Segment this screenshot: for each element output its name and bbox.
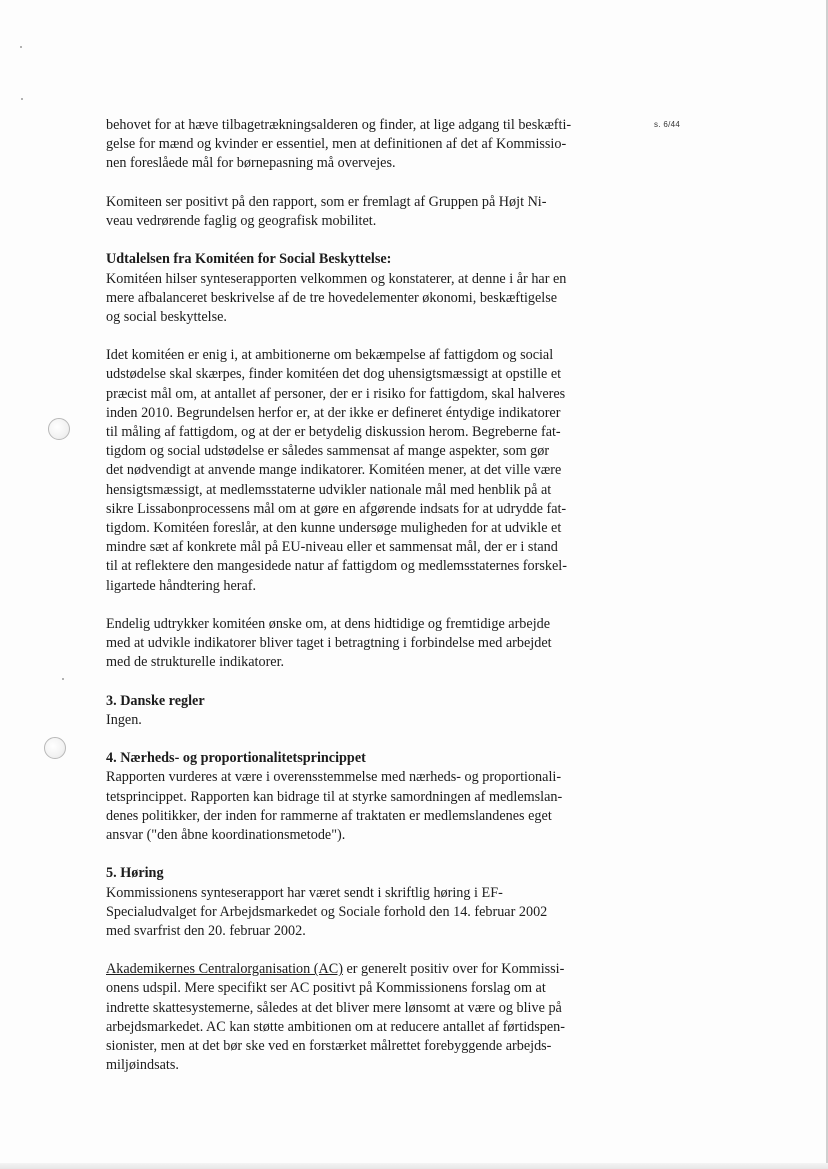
paragraph [106, 346, 644, 595]
text-line: til at reflektere den mangesidede natur af fattigdom og medlemsstaternes forskel- [106, 558, 567, 575]
text-line: præcist mål om, at antallet af personer, der er i risiko for fattigdom, skal halveres [106, 385, 566, 402]
text-line: behovet for at hæve tilbagetrækningsalderen og finder, at lige adgang til beskæfti- [106, 117, 572, 133]
text-line: tigdom. Komitéen foreslår, at den kunne undersøge muligheden for at udvikle et [106, 519, 562, 536]
text-line: veau vedrørende faglig og geografisk mobilitet. [106, 212, 377, 229]
text-line: Ingen. [106, 711, 142, 728]
text-line: gelse for mænd og kvinder er essentiel, men at definitionen af det af Kommissio- [106, 136, 567, 153]
page-number: s. 6/44 [654, 120, 681, 129]
text-line: hensigtsmæssigt, at medlemsstaterne udvikler nationale mål med henblik på at [106, 481, 552, 498]
text-line: ansvar ("den åbne koordinationsmetode"). [106, 826, 346, 843]
text-line: nen foreslåede mål for børnepasning må overvejes. [106, 155, 396, 172]
text-line: det nødvendigt at anvende mange indikatorer. Komitéen mener, at det ville være [106, 462, 562, 479]
text-line: arbejdsmarkedet. AC kan støtte ambitionen om at reducere antallet af førtidspen- [106, 1018, 565, 1035]
text-line: indrette skattesystemerne, således at det bliver mere lønsomt at være og blive på [106, 999, 562, 1016]
text-line: Endelig udtrykker komitéen ønske om, at dens hidtidige og fremtidige arbejde [106, 615, 551, 632]
text-line: onens udspil. Mere specifikt ser AC positivt på Kommissionens forslag om at [106, 980, 546, 997]
text-line: tetsprincippet. Rapporten kan bidrage til at styrke samordningen af medlemslan- [106, 788, 563, 805]
text-line: med at udvikle indikatorer bliver taget i betragtning i forbindelse med arbejdet [106, 635, 552, 652]
text-line: miljøindsats. [106, 1057, 179, 1074]
scan-speck [21, 98, 23, 100]
text-line [106, 960, 644, 979]
section-heading: 4. Nærheds- og proportionalitetsprincippet [106, 750, 366, 767]
text-line: inden 2010. Begrundelsen herfor er, at der ikke er defineret éntydige indikatorer [106, 404, 561, 421]
text-line: Idet komitéen er enig i, at ambitionerne om bekæmpelse af fattigdom og social [106, 347, 554, 364]
text-line: Kommissionens synteserapport har været sendt i skriftlig høring i EF- [106, 884, 503, 901]
section [106, 864, 644, 941]
paragraph [106, 193, 644, 231]
text-line: ligartede håndtering heraf. [106, 577, 257, 594]
scan-speck [20, 46, 22, 48]
text-line: til måling af fattigdom, og at der er betydelig diskussion herom. Begreberne fat- [106, 424, 561, 440]
paragraph [106, 116, 644, 174]
section-heading: Udtalelsen fra Komitéen for Social Beskyttelse: [106, 251, 392, 268]
text-line: mindre sæt af konkrete mål på EU-niveau eller et sammensat mål, der er i stand [106, 539, 558, 556]
section [106, 749, 644, 845]
paragraph [106, 960, 644, 1075]
text-line: med de strukturelle indikatorer. [106, 654, 285, 671]
paragraph [106, 615, 644, 673]
text-line: og social beskyttelse. [106, 308, 227, 325]
section-heading: 5. Høring [106, 865, 164, 882]
text-line: Specialudvalget for Arbejdsmarkedet og Sociale forhold den 14. februar 2002 [106, 903, 548, 920]
text-line: denes politikker, der inden for rammerne af traktaten er medlemslandenes eget [106, 807, 552, 824]
text-line: Komitéen hilser synteserapporten velkommen og konstaterer, at denne i år har en [106, 270, 567, 287]
text-line: tigdom og social udstødelse er således sammensat af mange aspekter, som gør [106, 443, 550, 460]
section [106, 250, 644, 327]
text-line: med svarfrist den 20. februar 2002. [106, 922, 306, 939]
text-line: sionister, men at det bør ske ved en forstærket målrettet forebyggende arbejds- [106, 1038, 552, 1054]
text-line: Rapporten vurderes at være i overensstemmelse med nærheds- og proportionali- [106, 769, 562, 786]
section-heading: 3. Danske regler [106, 692, 205, 709]
punch-hole-icon [44, 737, 66, 759]
text-line: udstødelse skal skærpes, finder komitéen det dog uhensigtsmæssigt at opstille et [106, 366, 562, 383]
text-line: Komiteen ser positivt på den rapport, som er fremlagt af Gruppen på Højt Ni- [106, 193, 547, 210]
text-line: sikre Lissabonprocessens mål om at gøre en afgørende indsats for at udrydde fat- [106, 500, 567, 517]
text-line: mere afbalanceret beskrivelse af de tre hovedelementer økonomi, beskæftigelse [106, 289, 558, 306]
document-body [106, 116, 644, 1075]
organisation-name: Akademikernes Centralorganisation (AC) [106, 961, 343, 978]
page-bottom-shadow [0, 1163, 828, 1169]
punch-hole-icon [48, 418, 70, 440]
scan-speck [62, 678, 64, 680]
text-span: er generelt positiv over for Kommissi- [342, 961, 565, 978]
section [106, 692, 644, 730]
